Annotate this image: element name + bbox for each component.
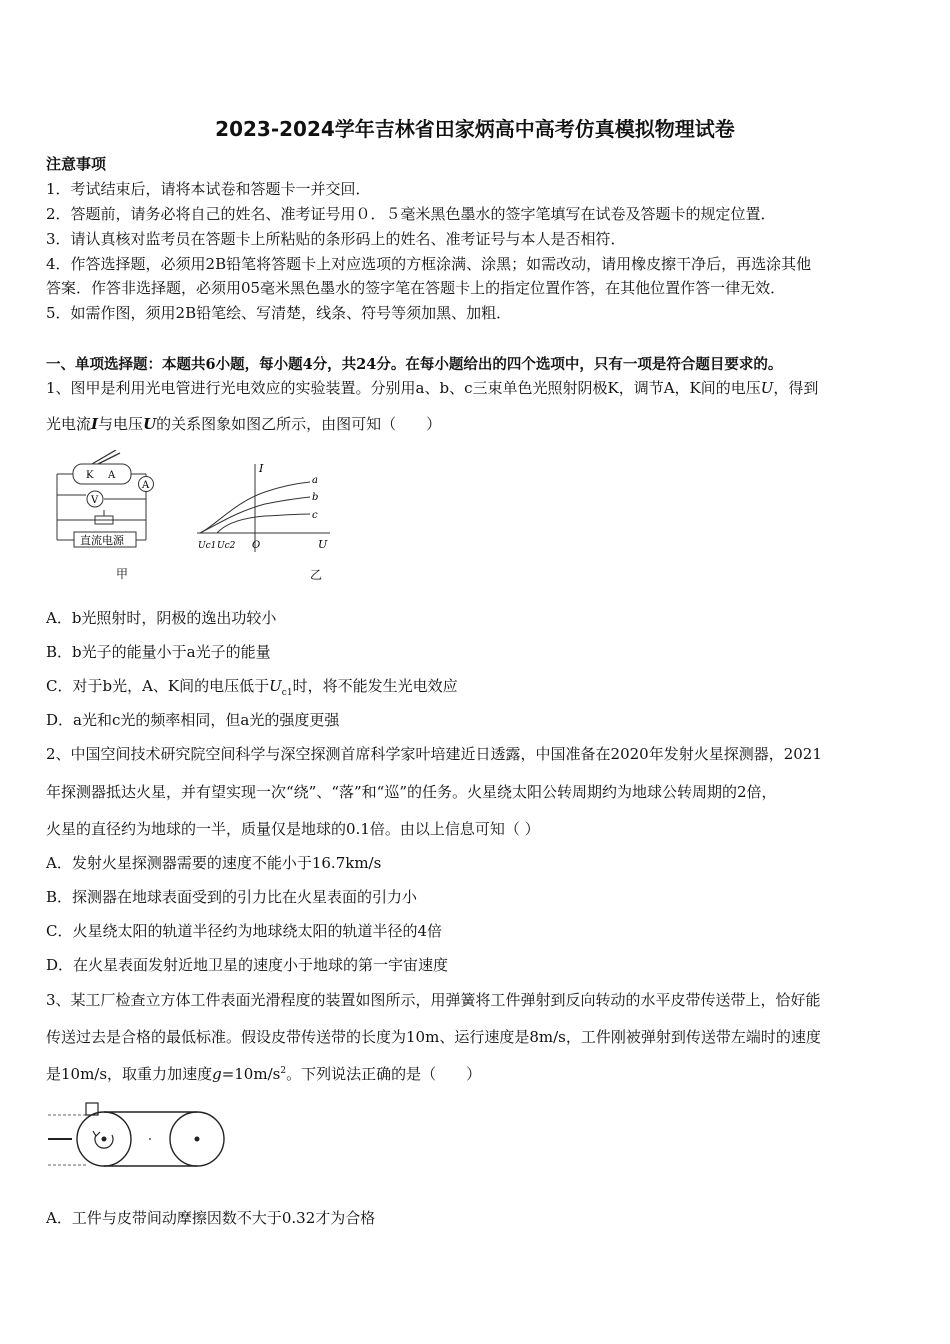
q1-option-a: A．b光照射时，阴极的逸出功较小 — [46, 609, 277, 627]
curve-label-b: b — [312, 492, 319, 503]
q2-stem-line: 火星的直径约为地球的一半，质量仅是地球的0.1倍。由以上信息可知（ ） — [46, 820, 540, 838]
notice-item: 1．考试结束后，请将本试卷和答题卡一并交回． — [46, 180, 371, 198]
q3-stem-line2: 传送过去是合格的最低标准。假设皮带传送带的长度为10m、运行速度是8m/s，工件刚被弹射到传送带左端时的速度 — [46, 1028, 821, 1046]
q3-option-a: A．工件与皮带间动摩擦因数不大于0.32才为合格 — [46, 1209, 376, 1227]
notice-item: 3．请认真核对监考员在答题卡上所粘贴的条形码上的姓名、准考证号与本人是否相符． — [46, 230, 626, 248]
q1-option-b: B．b光子的能量小于a光子的能量 — [46, 643, 271, 661]
label-K: K — [86, 470, 94, 481]
q1-option-c: C．对于b光，A、K间的电压低于$U_{c1}$时，将不能发生光电效应 — [46, 677, 458, 698]
notice-item: 2．答题前，请务必将自己的姓名、准考证号用０．５毫米黑色墨水的签字笔填写在试卷及答题卡的规定位置． — [46, 205, 776, 223]
q3-stem-line1: 3、某工厂检查立方体工件表面光滑程度的装置如图所示，用弹簧将工件弹射到反向转动的水平皮带传送带上，恰好能 — [46, 991, 821, 1009]
q2-stem-line: 2、中国空间技术研究院空间科学与深空探测首席科学家叶培建近日透露，中国准备在2020年发射火星探测器，2021 — [46, 745, 822, 763]
q1-option-d: D．a光和c光的频率相同，但a光的强度更强 — [46, 711, 340, 729]
q2-option-d: D．在火星表面发射近地卫星的速度小于地球的第一宇宙速度 — [46, 956, 449, 974]
axis-label-U: U — [318, 538, 328, 551]
axis-label-I: I — [259, 462, 264, 475]
page-title: 2023-2024学年吉林省田家炳高中高考仿真模拟物理试卷 — [215, 117, 735, 141]
q1-circuit-diagram — [50, 450, 162, 555]
curve-label-c: c — [312, 510, 318, 521]
photocell-tube — [73, 464, 131, 484]
q2-option-b: B．探测器在地球表面受到的引力比在火星表面的引力小 — [46, 888, 418, 906]
q3-conveyor-diagram — [46, 1095, 231, 1175]
meter-V-label: V — [91, 495, 99, 506]
notice-item: 5．如需作图，须用2B铅笔绘、写清楚，线条、符号等须加黑、加粗． — [46, 304, 512, 322]
power-supply-label: 直流电源 — [80, 534, 124, 547]
tick-uc2: Uc2 — [217, 541, 236, 551]
q1-iu-graph — [195, 460, 335, 555]
tick-uc1: Uc1 — [198, 541, 217, 551]
right-pulley-axle — [195, 1137, 200, 1142]
q2-option-c: C．火星绕太阳的轨道半径约为地球绕太阳的轨道半径的4倍 — [46, 922, 443, 940]
notice-heading: 注意事项 — [46, 155, 107, 173]
q2-stem-line: 年探测器抵达火星，并有望实现一次“绕”、“落”和“巡”的任务。火星绕太阳公转周期约为地球公转周期的2倍， — [46, 783, 777, 801]
q1-stem-line1: 1、图甲是利用光电管进行光电效应的实验装置。分别用a、b、c三束单色光照射阴极K，调节A，K间的电压U，得到 — [46, 379, 819, 397]
figure-caption-jia: 甲 — [116, 567, 129, 581]
q1-stem-line2: 光电流I与电压U的关系图象如图乙所示，由图可知（ ） — [46, 415, 442, 433]
label-A: A — [108, 470, 116, 481]
notice-item: 4．作答选择题，必须用2B铅笔将答题卡上对应选项的方框涂满、涂黑；如需改动，请用橡皮擦干净后，再选涂其他 — [46, 255, 812, 273]
q2-option-a: A．发射火星探测器需要的速度不能小于16.7km/s — [46, 854, 382, 872]
section-heading: 一、单项选择题：本题共6小题，每小题4分，共24分。在每小题给出的四个选项中，只有一项是符合题目要求的。 — [46, 356, 783, 373]
q3-stem-line3: 是10m/s，取重力加速度$g=10m/s^2$。下列说法正确的是（ ） — [46, 1065, 482, 1083]
notice-item: 答案．作答非选择题，必须用05毫米黑色墨水的签字笔在答题卡上的指定位置作答，在其他位置作答一律无效． — [46, 279, 786, 297]
origin-label: O — [252, 540, 261, 551]
figure-caption-yi: 乙 — [310, 568, 323, 582]
left-pulley-axle — [102, 1137, 107, 1142]
curve-label-a: a — [312, 475, 318, 486]
meter-A-label: A — [142, 480, 150, 491]
